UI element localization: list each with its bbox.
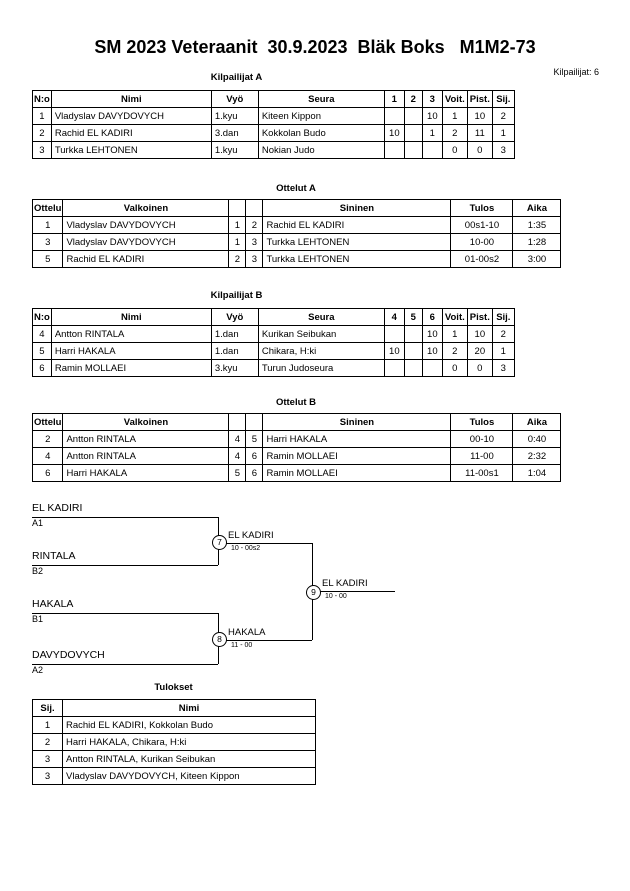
matches-b-table [32,413,561,482]
cell-match-6 [422,360,442,377]
pool-b-row [33,360,515,377]
cell-match-2 [404,142,422,159]
cell-result: 00s1-10 [451,217,513,234]
cell-name: Turkka LEHTONEN [51,142,211,159]
matches-a-row [33,217,561,234]
cell-no: 2 [33,125,52,142]
cell-time: 1:35 [513,217,561,234]
cell-time: 2:32 [513,448,561,465]
header-time: Aika [513,414,561,431]
header-match-4: 4 [384,309,404,326]
cell-white-no: 4 [229,448,246,465]
cell-time: 3:00 [513,251,561,268]
cell-points: 20 [467,343,492,360]
cell-white: Rachid EL KADIRI [63,251,229,268]
cell-match-no: 5 [33,251,63,268]
header-match-2: 2 [404,91,422,108]
cell-result: 10-00 [451,234,513,251]
cell-match-3: 1 [422,125,442,142]
cell-name: Rachid EL KADIRI, Kokkolan Budo [63,717,316,734]
cell-points: 10 [467,326,492,343]
cell-belt: 1.kyu [211,142,258,159]
header-white-no [229,414,246,431]
cell-points: 0 [467,360,492,377]
cell-no: 1 [33,108,52,125]
cell-match-3 [422,142,442,159]
header-match-1: 1 [384,91,404,108]
matches-b-heading: Ottelut B [275,397,317,408]
cell-match-3: 10 [422,108,442,125]
pool-a-heading: Kilpailijat A [210,72,263,83]
cell-wins: 2 [442,343,467,360]
bracket-competitor: EL KADIRI [32,502,83,514]
cell-name: Ramin MOLLAEI [51,360,211,377]
pool-b-row [33,343,515,360]
cell-match-1 [384,142,404,159]
cell-match-4: 10 [384,343,404,360]
cell-place: 3 [492,142,514,159]
bracket-line [225,640,312,641]
matches-a-table [32,199,561,268]
header-match-6: 6 [422,309,442,326]
header-club: Seura [258,309,384,326]
pool-a-header-row [33,91,515,108]
cell-belt: 1.dan [211,343,258,360]
matches-b-row [33,448,561,465]
cell-name: Antton RINTALA [51,326,211,343]
header-match-3: 3 [422,91,442,108]
cell-wins: 2 [442,125,467,142]
bracket-match-number: 8 [212,632,227,647]
matches-b-row [33,431,561,448]
cell-no: 5 [33,343,52,360]
header-place: Sij. [33,700,63,717]
cell-club: Kurikan Seibukan [258,326,384,343]
cell-name: Vladyslav DAVYDOVYCH [51,108,211,125]
cell-wins: 1 [442,108,467,125]
cell-place: 2 [492,326,514,343]
bracket-winner: EL KADIRI [228,530,274,541]
pool-b-row [33,326,515,343]
bracket-score: 11 - 00 [231,642,253,649]
header-points: Pist. [467,91,492,108]
cell-place: 2 [492,108,514,125]
cell-belt: 1.dan [211,326,258,343]
cell-name: Rachid EL KADIRI [51,125,211,142]
competitor-count: Kilpailijat: 6 [553,67,599,77]
cell-time: 1:28 [513,234,561,251]
cell-blue-no: 6 [246,465,263,482]
cell-blue: Turkka LEHTONEN [263,234,451,251]
cell-blue: Harri HAKALA [263,431,451,448]
cell-white: Harri HAKALA [63,465,229,482]
cell-match-4 [384,326,404,343]
cell-match-1: 10 [384,125,404,142]
cell-wins: 0 [442,360,467,377]
bracket-seed: B2 [32,566,44,576]
cell-place: 1 [492,125,514,142]
matches-b-row [33,465,561,482]
cell-white: Vladyslav DAVYDOVYCH [63,217,229,234]
header-name: Nimi [51,91,211,108]
cell-match-no: 3 [33,234,63,251]
cell-belt: 1.kyu [211,108,258,125]
bracket-line [32,613,218,614]
cell-white-no: 1 [229,217,246,234]
cell-belt: 3.kyu [211,360,258,377]
cell-match-6: 10 [422,326,442,343]
header-place: Sij. [492,309,514,326]
cell-white: Antton RINTALA [63,431,229,448]
bracket-match-number: 7 [212,535,227,550]
cell-place: 3 [492,360,514,377]
bracket-score: 10 - 00s2 [231,545,261,552]
bracket-competitor: DAVYDOVYCH [32,649,105,661]
cell-points: 11 [467,125,492,142]
cell-white-no: 5 [229,465,246,482]
cell-match-no: 1 [33,217,63,234]
bracket-line [319,591,395,592]
header-match: Ottelu [33,414,63,431]
cell-match-2 [404,125,422,142]
cell-no: 6 [33,360,52,377]
pool-a-row [33,108,515,125]
header-white: Valkoinen [63,200,229,217]
cell-blue: Rachid EL KADIRI [263,217,451,234]
cell-white: Antton RINTALA [63,448,229,465]
header-white-no [229,200,246,217]
pool-a-row [33,125,515,142]
bracket-seed: B1 [32,614,44,624]
pool-b-table [32,308,515,377]
matches-a-row [33,251,561,268]
header-no: N:o [33,91,52,108]
cell-white-no: 1 [229,234,246,251]
cell-blue: Ramin MOLLAEI [263,465,451,482]
matches-b-header-row [33,414,561,431]
cell-place: 1 [33,717,63,734]
cell-place: 3 [33,751,63,768]
cell-result: 11-00s1 [451,465,513,482]
bracket-score: 10 - 00 [325,593,347,600]
pool-a-table [32,90,515,159]
cell-wins: 0 [442,142,467,159]
cell-place: 1 [492,343,514,360]
cell-blue-no: 2 [246,217,263,234]
results-heading: Tulokset [154,682,193,693]
header-result: Tulos [451,200,513,217]
results-row [33,768,316,785]
bracket-competitor: RINTALA [32,550,76,562]
cell-match-5 [404,343,422,360]
results-header-row [33,700,316,717]
cell-name: Harri HAKALA [51,343,211,360]
matches-a-row [33,234,561,251]
cell-club: Turun Judoseura [258,360,384,377]
cell-points: 10 [467,108,492,125]
cell-blue-no: 5 [246,431,263,448]
cell-points: 0 [467,142,492,159]
bracket-winner: EL KADIRI [322,578,368,589]
page-title: SM 2023 Veteraanit 30.9.2023 Bläk Boks M1M2-73 [94,37,536,57]
bracket-line [32,565,218,566]
bracket-line [225,543,312,544]
header-name: Nimi [51,309,211,326]
bracket-seed: A1 [32,518,44,528]
cell-blue-no: 6 [246,448,263,465]
cell-match-5 [404,326,422,343]
header-match: Ottelu [33,200,63,217]
header-wins: Voit. [442,91,467,108]
cell-match-1 [384,108,404,125]
header-white: Valkoinen [63,414,229,431]
cell-club: Nokian Judo [258,142,384,159]
cell-belt: 3.dan [211,125,258,142]
header-points: Pist. [467,309,492,326]
cell-name: Antton RINTALA, Kurikan Seibukan [63,751,316,768]
cell-white: Vladyslav DAVYDOVYCH [63,234,229,251]
cell-no: 4 [33,326,52,343]
cell-name: Harri HAKALA, Chikara, H:ki [63,734,316,751]
header-club: Seura [258,91,384,108]
header-blue: Sininen [263,414,451,431]
cell-club: Chikara, H:ki [258,343,384,360]
final-bracket [0,497,630,682]
header-belt: Vyö [211,309,258,326]
cell-white-no: 2 [229,251,246,268]
cell-result: 00-10 [451,431,513,448]
header-blue-no [246,414,263,431]
cell-club: Kokkolan Budo [258,125,384,142]
bracket-line [32,664,218,665]
cell-place: 3 [33,768,63,785]
results-table [32,699,316,785]
cell-match-6: 10 [422,343,442,360]
pool-a-row [33,142,515,159]
cell-place: 2 [33,734,63,751]
cell-match-no: 4 [33,448,63,465]
cell-blue: Ramin MOLLAEI [263,448,451,465]
results-row [33,751,316,768]
header-place: Sij. [492,91,514,108]
cell-white-no: 4 [229,431,246,448]
cell-blue-no: 3 [246,251,263,268]
cell-result: 01-00s2 [451,251,513,268]
header-blue: Sininen [263,200,451,217]
header-time: Aika [513,200,561,217]
cell-match-no: 6 [33,465,63,482]
header-blue-no [246,200,263,217]
matches-a-header-row [33,200,561,217]
header-name: Nimi [63,700,316,717]
bracket-seed: A2 [32,665,44,675]
cell-match-5 [404,360,422,377]
bracket-match-number: 9 [306,585,321,600]
cell-wins: 1 [442,326,467,343]
results-row [33,734,316,751]
header-wins: Voit. [442,309,467,326]
bracket-line [32,517,218,518]
cell-time: 0:40 [513,431,561,448]
cell-club: Kiteen Kippon [258,108,384,125]
cell-time: 1:04 [513,465,561,482]
results-row [33,717,316,734]
bracket-competitor: HAKALA [32,598,74,610]
cell-blue: Turkka LEHTONEN [263,251,451,268]
cell-match-2 [404,108,422,125]
cell-match-4 [384,360,404,377]
header-result: Tulos [451,414,513,431]
matches-a-heading: Ottelut A [276,183,316,194]
bracket-winner: HAKALA [228,627,266,638]
cell-blue-no: 3 [246,234,263,251]
header-match-5: 5 [404,309,422,326]
cell-result: 11-00 [451,448,513,465]
cell-match-no: 2 [33,431,63,448]
header-no: N:o [33,309,52,326]
pool-b-header-row [33,309,515,326]
pool-b-heading: Kilpailijat B [210,290,263,301]
header-belt: Vyö [211,91,258,108]
cell-no: 3 [33,142,52,159]
cell-name: Vladyslav DAVYDOVYCH, Kiteen Kippon [63,768,316,785]
